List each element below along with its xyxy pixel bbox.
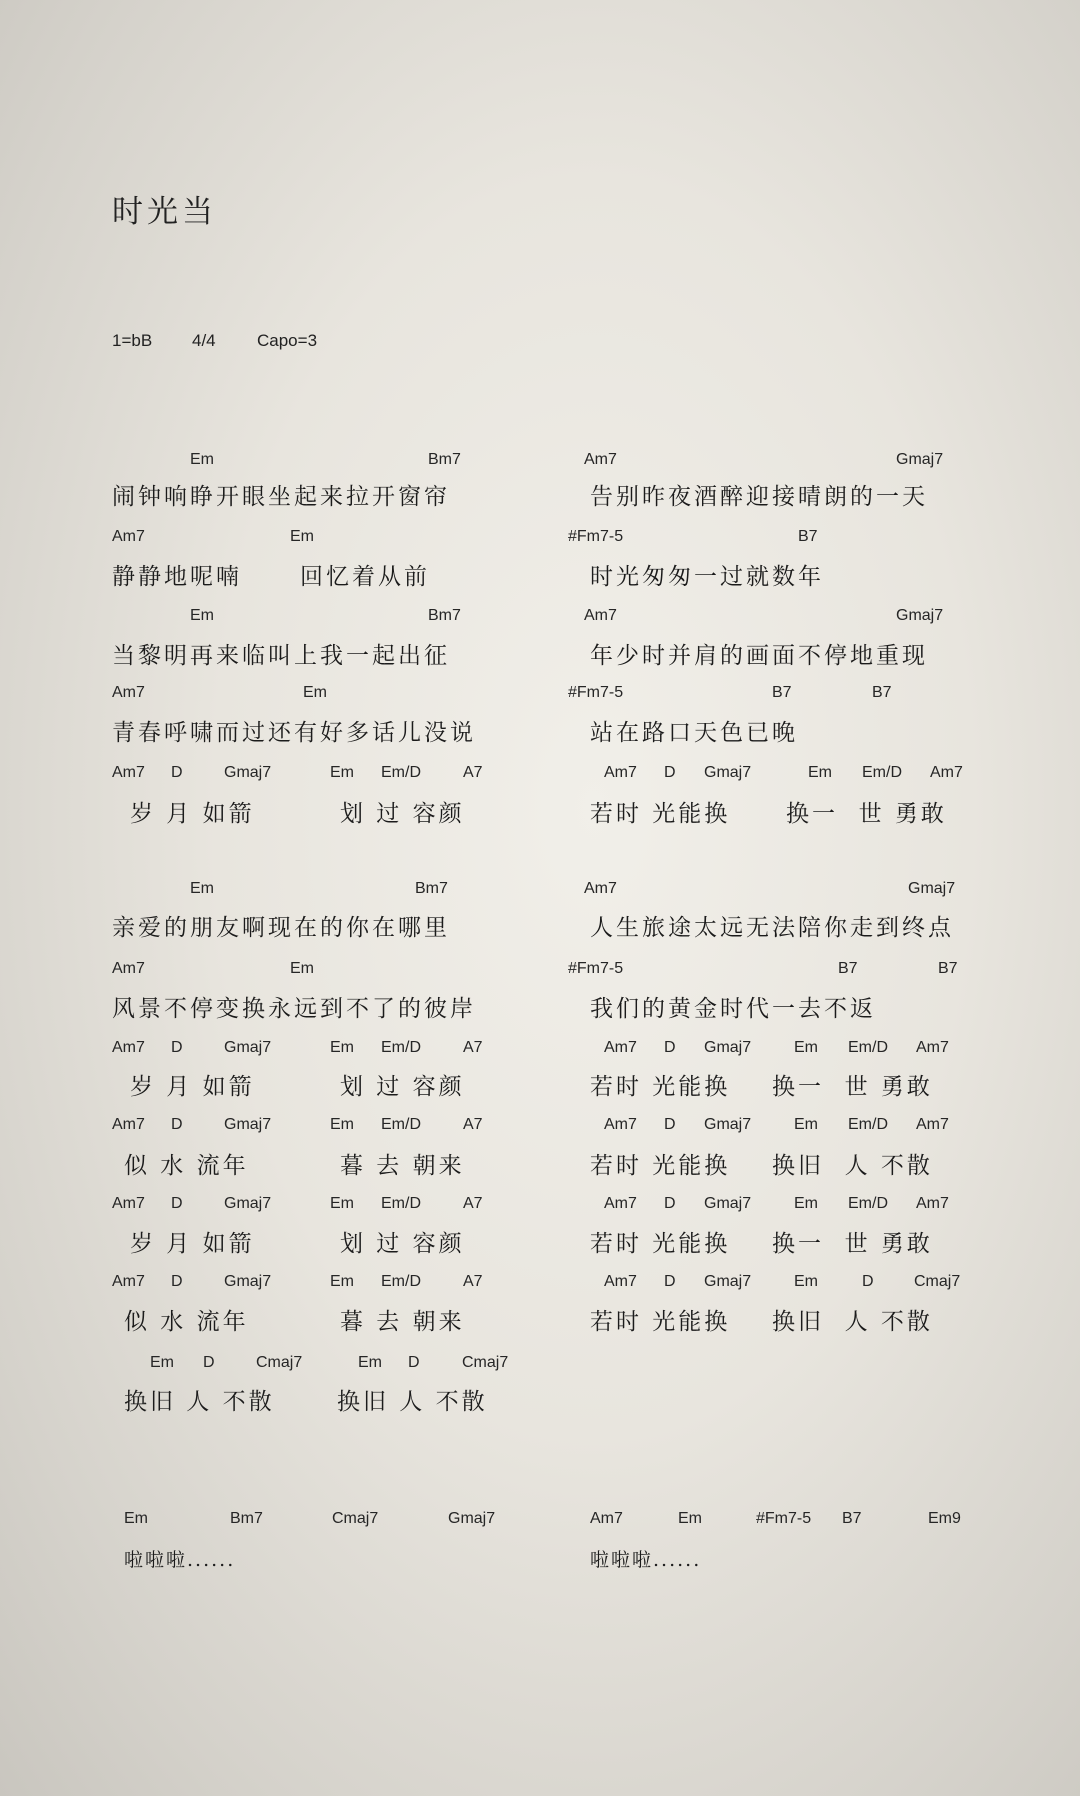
- lyric-line: 若时 光能换: [590, 1231, 731, 1257]
- chord: Am7: [112, 1195, 145, 1212]
- chord: Em: [808, 764, 832, 781]
- chord: B7: [938, 960, 958, 977]
- lyric-line: 换旧 人 不散: [337, 1389, 488, 1415]
- chord: Em: [794, 1195, 818, 1212]
- chord: Em/D: [862, 764, 902, 781]
- chord: Am7: [916, 1195, 949, 1212]
- chord: Em: [330, 1039, 354, 1056]
- lyric-line: 暮 去 朝来: [340, 1309, 465, 1335]
- chord: Em: [150, 1354, 174, 1371]
- chord: B7: [772, 684, 792, 701]
- chord: Gmaj7: [224, 1116, 272, 1133]
- chord: B7: [872, 684, 892, 701]
- chord: Am7: [590, 1510, 623, 1527]
- key-signature: 1=bB: [112, 331, 153, 350]
- chord: D: [664, 1039, 676, 1056]
- lyric-line: 闹钟响睁开眼坐起来拉开窗帘: [112, 484, 450, 510]
- lyric-line: 青春呼啸而过还有好多话儿没说: [112, 720, 476, 746]
- lyric-line: 划 过 容颜: [340, 801, 465, 827]
- chord: Em: [330, 764, 354, 781]
- lyric-line: 人生旅途太远无法陪你走到终点: [590, 915, 954, 941]
- chord: D: [862, 1273, 874, 1290]
- lyric-line: 换一 世 勇敢: [786, 801, 947, 827]
- lyric-line: 换一 世 勇敢: [772, 1231, 933, 1257]
- lyric-line: 当黎明再来临叫上我一起出征: [112, 643, 450, 669]
- chord: D: [171, 1039, 183, 1056]
- chord: Gmaj7: [704, 1116, 752, 1133]
- chord: Em: [290, 528, 314, 545]
- chord: A7: [463, 764, 483, 781]
- lyric-line: 啦啦啦......: [590, 1549, 702, 1571]
- chord: Am7: [112, 1273, 145, 1290]
- chord: Em: [290, 960, 314, 977]
- lyric-line: 换旧 人 不散: [772, 1309, 933, 1335]
- time-signature: 4/4: [192, 331, 216, 350]
- chord: D: [664, 1273, 676, 1290]
- chord: Bm7: [428, 451, 461, 468]
- chord: #Fm7-5: [568, 684, 624, 701]
- lyric-line: 换一 世 勇敢: [772, 1074, 933, 1100]
- chord: Gmaj7: [704, 1195, 752, 1212]
- chord: D: [171, 764, 183, 781]
- lyric-line: 若时 光能换: [590, 1074, 731, 1100]
- chord: D: [171, 1116, 183, 1133]
- chord: Em: [358, 1354, 382, 1371]
- chord: Em: [794, 1039, 818, 1056]
- lyric-line: 暮 去 朝来: [340, 1153, 465, 1179]
- chord: A7: [463, 1273, 483, 1290]
- chord: D: [664, 1195, 676, 1212]
- chord: Am7: [930, 764, 963, 781]
- chord: Em: [190, 880, 214, 897]
- chord: Bm7: [415, 880, 448, 897]
- chord: Am7: [112, 764, 145, 781]
- chord: Bm7: [428, 607, 461, 624]
- chord: B7: [838, 960, 858, 977]
- lyric-line: 站在路口天色已晚: [590, 720, 798, 746]
- chord: A7: [463, 1195, 483, 1212]
- chord: D: [171, 1195, 183, 1212]
- chord: Cmaj7: [332, 1510, 379, 1527]
- chord: Am7: [916, 1039, 949, 1056]
- capo: Capo=3: [257, 331, 318, 350]
- chord: #Fm7-5: [568, 960, 624, 977]
- lyric-line: 静静地呢喃: [112, 564, 242, 590]
- chord: #Fm7-5: [568, 528, 624, 545]
- lyric-line: 年少时并肩的画面不停地重现: [590, 643, 928, 669]
- lyric-line: 告别昨夜酒醉迎接晴朗的一天: [590, 484, 928, 510]
- lyric-line: 亲爱的朋友啊现在的你在哪里: [112, 915, 450, 941]
- chord: Em9: [928, 1510, 961, 1527]
- chord: Am7: [604, 764, 637, 781]
- chord: D: [664, 764, 676, 781]
- chord: A7: [463, 1116, 483, 1133]
- lyric-line: 划 过 容颜: [340, 1074, 465, 1100]
- chord: Em: [794, 1273, 818, 1290]
- chord: Gmaj7: [224, 1273, 272, 1290]
- lyric-line: 换旧 人 不散: [772, 1153, 933, 1179]
- chord: D: [408, 1354, 420, 1371]
- chord: Am7: [604, 1116, 637, 1133]
- lyric-line: 划 过 容颜: [340, 1231, 465, 1257]
- chord: D: [171, 1273, 183, 1290]
- chord: Gmaj7: [448, 1510, 496, 1527]
- chord: Am7: [112, 1039, 145, 1056]
- lyric-line: 换旧 人 不散: [124, 1389, 275, 1415]
- lyric-line: 风景不停变换永远到不了的彼岸: [112, 996, 476, 1022]
- lyric-line: 时光匆匆一过就数年: [590, 564, 824, 590]
- chord: Em: [794, 1116, 818, 1133]
- chord: Cmaj7: [462, 1354, 509, 1371]
- lyric-line: 岁 月 如箭: [130, 1074, 255, 1100]
- chord: Am7: [604, 1273, 637, 1290]
- lyric-line: 回忆着从前: [300, 564, 430, 590]
- chord: Em: [190, 607, 214, 624]
- lyric-line: 岁 月 如箭: [130, 801, 255, 827]
- chord: Em/D: [848, 1039, 888, 1056]
- chord: Am7: [112, 960, 145, 977]
- chord: #Fm7-5: [756, 1510, 812, 1527]
- chord: Cmaj7: [914, 1273, 961, 1290]
- chord: Gmaj7: [896, 451, 944, 468]
- chord: B7: [842, 1510, 862, 1527]
- lyric-line: 若时 光能换: [590, 1153, 731, 1179]
- chord: A7: [463, 1039, 483, 1056]
- lyric-line: 我们的黄金时代一去不返: [590, 996, 876, 1022]
- chord: Am7: [112, 528, 145, 545]
- chord: Gmaj7: [224, 1195, 272, 1212]
- chord: Em: [330, 1116, 354, 1133]
- chord: Am7: [604, 1195, 637, 1212]
- chord: Am7: [916, 1116, 949, 1133]
- chord: Gmaj7: [704, 1273, 752, 1290]
- chord: D: [203, 1354, 215, 1371]
- lyric-line: 似 水 流年: [124, 1309, 249, 1335]
- chord: Em: [190, 451, 214, 468]
- chord: B7: [798, 528, 818, 545]
- song-title: 时光当: [112, 194, 217, 230]
- chord: Cmaj7: [256, 1354, 303, 1371]
- chord: Gmaj7: [704, 764, 752, 781]
- chord: Em: [330, 1273, 354, 1290]
- chord: Em/D: [848, 1195, 888, 1212]
- chord: D: [664, 1116, 676, 1133]
- chord: Am7: [584, 880, 617, 897]
- chord: Am7: [584, 607, 617, 624]
- chord: Em/D: [381, 764, 421, 781]
- chord: Em/D: [381, 1195, 421, 1212]
- chord: Em/D: [381, 1273, 421, 1290]
- lyric-line: 啦啦啦......: [124, 1549, 236, 1571]
- chord: Am7: [112, 1116, 145, 1133]
- chord: Gmaj7: [224, 1039, 272, 1056]
- chord: Am7: [584, 451, 617, 468]
- lyric-line: 若时 光能换: [590, 801, 731, 827]
- chord: Am7: [112, 684, 145, 701]
- lyric-line: 若时 光能换: [590, 1309, 731, 1335]
- chord: Gmaj7: [704, 1039, 752, 1056]
- chord: Bm7: [230, 1510, 263, 1527]
- chord: Em/D: [848, 1116, 888, 1133]
- lyric-line: 似 水 流年: [124, 1153, 249, 1179]
- chord: Em: [303, 684, 327, 701]
- chord: Em: [330, 1195, 354, 1212]
- chord: Em: [678, 1510, 702, 1527]
- chord: Am7: [604, 1039, 637, 1056]
- chord: Gmaj7: [896, 607, 944, 624]
- chord: Em/D: [381, 1116, 421, 1133]
- chord: Em: [124, 1510, 148, 1527]
- chord: Em/D: [381, 1039, 421, 1056]
- chord: Gmaj7: [908, 880, 956, 897]
- chord: Gmaj7: [224, 764, 272, 781]
- lyric-line: 岁 月 如箭: [130, 1231, 255, 1257]
